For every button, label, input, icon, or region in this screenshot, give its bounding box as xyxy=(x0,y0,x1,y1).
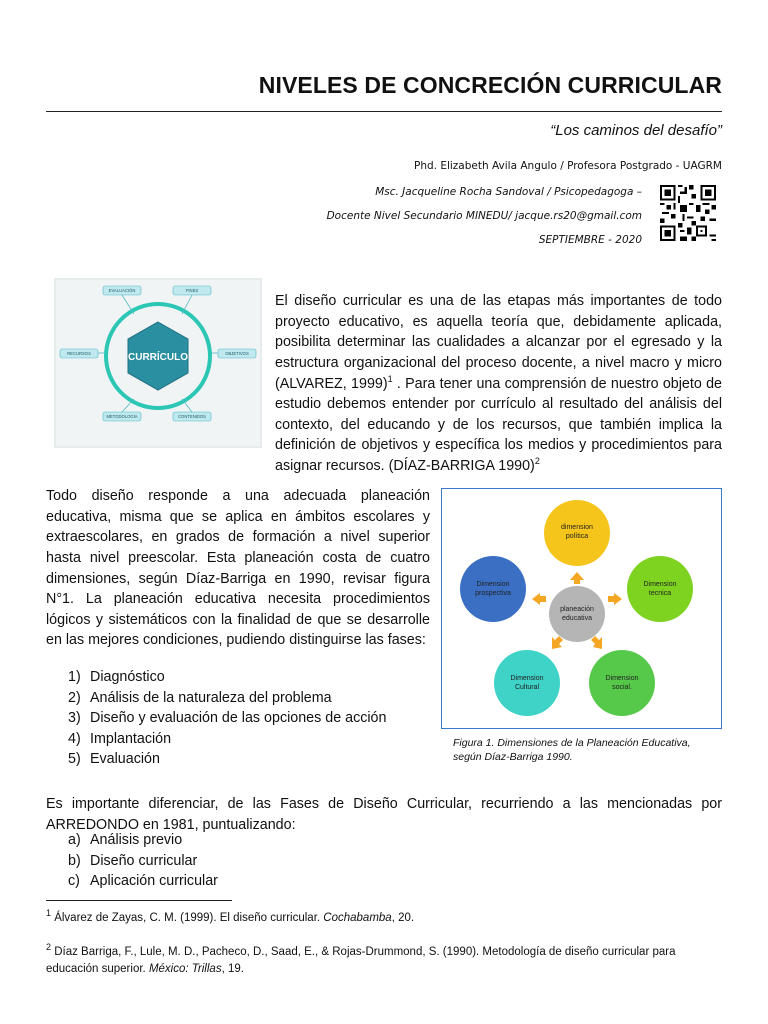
page-title: NIVELES DE CONCRECIÓN CURRICULAR xyxy=(258,72,722,98)
title-divider xyxy=(46,111,722,112)
circle-cultural xyxy=(494,650,560,716)
label-fines: FINES xyxy=(185,288,199,293)
arrow-down-right xyxy=(591,636,602,649)
list-item: 1) Diagnóstico xyxy=(68,669,165,685)
list-item: 2) Análisis de la naturaleza del problema xyxy=(68,689,332,706)
circle-tecnica xyxy=(627,556,693,622)
social-line1: Dimension xyxy=(605,675,639,682)
diagram-center-label: CURRÍCULO xyxy=(128,352,188,363)
social-line2: social. xyxy=(612,684,632,691)
list-item: a) Análisis previo xyxy=(68,832,183,848)
tecnica-line1: Dimension xyxy=(643,581,677,588)
arrow-up xyxy=(570,572,584,584)
footnote-divider xyxy=(46,900,232,901)
politica-line2: política xyxy=(565,533,589,540)
label-objetivos: OBJETIVOS xyxy=(225,351,249,356)
cultural-line1: Dimension xyxy=(510,675,544,682)
prospectiva-line2: prospectiva xyxy=(475,590,511,597)
qr-code-icon[interactable] xyxy=(660,185,716,241)
label-contenidos: CONTENIDOS xyxy=(178,414,206,419)
circle-prospectiva xyxy=(460,556,526,622)
author-line-2: Msc. Jacqueline Rocha Sandoval / Psicopedagoga – xyxy=(375,186,642,198)
circle-center xyxy=(549,586,605,642)
arrow-left xyxy=(532,593,546,605)
dimensions-diagram xyxy=(442,489,721,728)
list-item: 4) Implantación xyxy=(68,730,172,747)
prospectiva-line1: Dimension xyxy=(476,581,510,588)
center-line1: planeación xyxy=(560,606,594,613)
intro-paragraph: El diseño curricular es una de las etapas más importantes de todo proyecto educativo, es aquella teoría que, debidamente aplicada, posibilita determinar las cualidades a alcanzar por el egresado y la estructura organizacional del proceso docente, a nivel macro y micro (ALVAREZ, 1999)$^1$ . Para tener una comprensión de nuestro objeto de estudio debemos entender por currículo al resultado del análisis del contexto, del educando y de los recursos, que también implica la definición de objetivos y específica los medios y procedimientos para asignar recursos. (DÍAZ-BARRIGA 1990)$^2$ xyxy=(275,293,722,475)
list-item: c) Aplicación curricular xyxy=(68,873,218,890)
curriculum-diagram xyxy=(54,278,262,448)
list-item: b) Diseño curricular xyxy=(68,852,198,869)
circle-social xyxy=(589,650,655,716)
list-item: 5) Evaluación xyxy=(68,751,160,768)
figure-caption: Figura 1. Dimensiones de la Planeación Educativa, según Díaz-Barriga 1990. xyxy=(453,737,691,763)
center-line2: educativa xyxy=(562,615,592,622)
label-metodologia: METODOLOGÍA xyxy=(106,414,138,419)
author-line-3: Docente Nivel Secundario MINEDU/ jacque.rs20@gmail.com xyxy=(326,210,642,222)
arredondo-paragraph: Es importante diferenciar, de las Fases de Diseño Curricular, recurriendo a las mencionadas por ARREDONDO en 1981, puntualizando: xyxy=(46,796,722,833)
design-phases-list xyxy=(68,830,218,892)
date-line: SEPTIEMBRE - 2020 xyxy=(538,234,642,246)
footnote-2: $^2$ Díaz Barriga, F., Lule, M. D., Pacheco, D., Saad, E., & Rojas-Drummond, S. (1990). Metodología de diseño curricular para educación superior. México: Trillas, 19. xyxy=(46,942,676,975)
footnote-1: $^1$ Álvarez de Zayas, C. M. (1999). El diseño curricular. Cochabamba, 20. xyxy=(46,908,415,924)
author-line-1: Phd. Elizabeth Avila Angulo / Profesora Postgrado - UAGRM xyxy=(414,160,722,172)
dimensions-figure xyxy=(441,488,722,729)
subtitle: “Los caminos del desafío” xyxy=(550,122,722,139)
label-recursos: RECURSOS xyxy=(67,351,91,356)
list-item: 3) Diseño y evaluación de las opciones de acción xyxy=(68,710,387,727)
planning-paragraph: Todo diseño responde a una adecuada planeación educativa, misma que se aplica en ámbitos escolares y extraescolares, en grados de formación a nivel superior hasta nivel preescolar. Esta planeación costa de cuatro dimensiones, según Díaz-Barriga en 1990, revisar figura N°1. La planeación educativa necesita procedimientos lógicos y sistemáticos con la finalidad de que se desarrolle en las mejores condiciones, pudiendo distinguirse las fases: xyxy=(46,488,430,649)
tecnica-line2: tecnica xyxy=(648,590,672,597)
politica-line1: dimension xyxy=(561,524,593,531)
label-evaluacion: EVALUACIÓN xyxy=(108,288,136,293)
arrow-down-left xyxy=(552,636,563,649)
cultural-line2: Cultural xyxy=(514,684,540,691)
arrow-right xyxy=(608,593,622,605)
phases-list xyxy=(68,667,386,770)
